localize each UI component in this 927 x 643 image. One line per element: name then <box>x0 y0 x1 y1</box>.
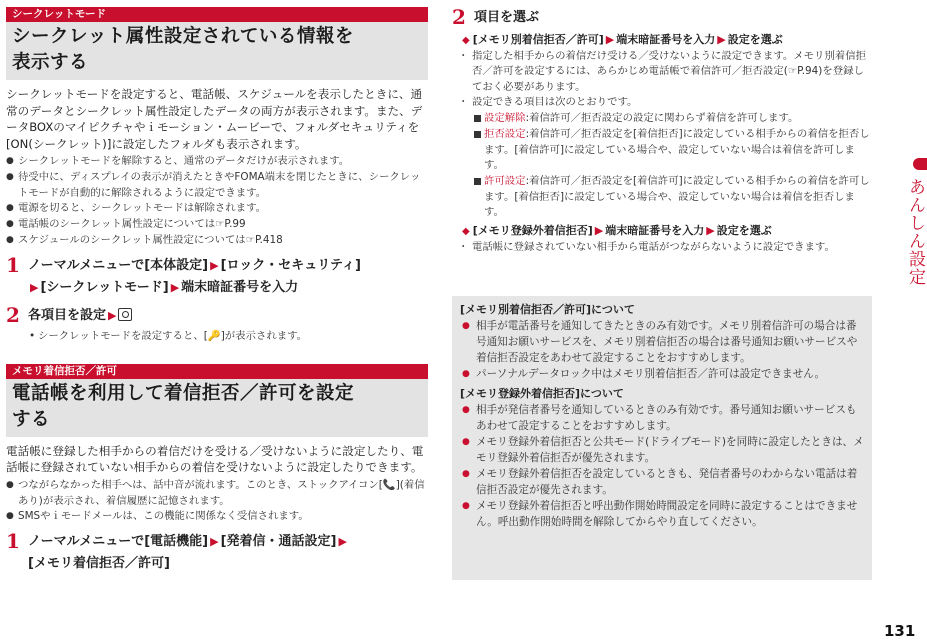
setting-desc: :着信許可／拒否設定を[着信許可]に設定している相手からの着信を許可します。[着信拒否]に設定している場合や、設定していない場合は着信を拒否します。 <box>484 175 870 218</box>
title-line: 電話帳を利用して着信拒否／許可を設定 <box>12 382 355 404</box>
step-label: 各項目を設定 <box>28 307 107 323</box>
menu-path: [メモリ別着信拒否／許可] <box>472 33 604 46</box>
bullet-item: ● スケジュールのシークレット属性設定については☞P.418 <box>6 233 428 249</box>
note-item: ・ 設定できる項目は次のとおりです。 <box>452 95 872 110</box>
diamond-icon: ◆ <box>462 35 470 46</box>
arrow-right-icon: ▶ <box>338 535 347 549</box>
side-tab-label: あんしん設定 <box>905 178 925 286</box>
menu-path: 設定を選ぶ <box>716 224 772 238</box>
menu-path: [メモリ着信拒否／許可] <box>28 556 170 572</box>
note-item: ・ 電話帳に登録されていない相手から電話がつながらないように設定できます。 <box>452 240 872 255</box>
menu-path: 設定を選ぶ <box>727 33 783 46</box>
bullet-list <box>6 478 428 525</box>
setting-item <box>452 111 872 126</box>
setting-desc: :着信許可／拒否設定の設定に関わらず着信を許可します。 <box>525 112 799 125</box>
bullet-item: ● SMSやｉモードメールは、この機能に関係なく受信されます。 <box>6 509 428 525</box>
setting-name: 設定解除 <box>484 112 526 125</box>
step-text <box>28 531 428 575</box>
bullet-item: ● 電話帳のシークレット属性設定については☞P.99 <box>6 217 428 233</box>
option-path <box>452 222 872 240</box>
intro-text: シークレットモードを設定すると、電話帳、スケジュールを表示したときに、通常のデータとシークレット属性設定したデータの両方が表示されます。また、データBOXのマイピクチャやｉモーション・ムービーで、フォルダセキュリティを[ON(シークレット)]に設定したフォルダも表示されます。 <box>6 87 423 151</box>
arrow-right-icon: ▶ <box>108 308 117 322</box>
bullet-item: ● シークレットモードを解除すると、通常のデータだけが表示されます。 <box>6 154 428 170</box>
arrow-right-icon: ▶ <box>30 280 39 294</box>
arrow-right-icon: ▶ <box>605 33 615 46</box>
arrow-right-icon: ▶ <box>706 224 715 238</box>
arrow-right-icon: ▶ <box>170 280 180 294</box>
menu-path: [シークレットモード] <box>40 279 169 295</box>
step-title: 項目を選ぶ <box>474 10 540 25</box>
diamond-icon: ◆ <box>462 226 470 238</box>
step-number: 1 <box>6 252 20 277</box>
memo-box <box>452 296 872 580</box>
arrow-right-icon: ▶ <box>717 33 726 46</box>
step-text <box>28 305 428 327</box>
memo-heading: [メモリ登録外着信拒否]について <box>460 387 624 400</box>
section-2 <box>6 364 428 575</box>
tab-marker <box>913 158 927 170</box>
memo-item: ● 相手が電話番号を通知してきたときのみ有効です。メモリ別着信許可の場合は番号通知お願いサービスを、メモリ別着信拒否の場合は番号通知お願いサービスや着信拒否設定をあわせて設定することをおすすめします。 <box>460 318 864 366</box>
menu-path: [メモリ登録外着信拒否] <box>472 224 593 238</box>
bullet-item: ● 電源を切ると、シークレットモードは解除されます。 <box>6 201 428 217</box>
step-number: 2 <box>452 5 466 29</box>
title-line: 表示する <box>12 52 89 73</box>
menu-path: ノーマルメニューで[本体設定] <box>28 257 209 273</box>
bullet-item: ● つながらなかった相手へは、話中音が流れます。このとき、ストックアイコン[📞](着信あり)が表示され、着信履歴に記憶されます。 <box>6 478 428 510</box>
title-line: する <box>12 408 51 430</box>
arrow-right-icon: ▶ <box>210 258 219 272</box>
memo-item: ● メモリ登録外着信拒否と公共モード(ドライブモード)を同時に設定したときは、メモリ登録外着信拒否が優先されます。 <box>460 434 864 466</box>
step-text <box>28 255 428 299</box>
setting-desc: :着信許可／拒否設定を[着信拒否]に設定している相手からの着信を拒否します。[着信許可]に設定している場合や、設定していない場合は着信を許可します。 <box>484 128 870 172</box>
arrow-right-icon: ▶ <box>594 224 604 238</box>
side-index-tab <box>901 158 927 286</box>
memo-item: ● メモリ登録外着信拒否と呼出動作開始時間設定を同時に設定することはできません。呼出動作開始時間を解除してからやり直してください。 <box>460 498 864 530</box>
setting-name: 許可設定 <box>484 175 526 188</box>
menu-path: 端末暗証番号を入力 <box>616 33 716 46</box>
setting-item <box>452 127 872 173</box>
menu-path: 端末暗証番号を入力 <box>181 279 299 295</box>
option-path <box>452 31 872 49</box>
camera-key-icon <box>118 308 132 321</box>
section-title <box>6 379 428 437</box>
step-1 <box>6 531 428 575</box>
step-2 <box>6 302 428 344</box>
page-number: 131 <box>884 622 916 640</box>
bullet-item: ● 待受中に、ディスプレイの表示が消えたときやFOMA端末を閉じたときに、シークレットモードが自動的に解除されるように設定できます。 <box>6 170 428 202</box>
section-title <box>6 22 428 80</box>
right-column <box>452 7 872 256</box>
intro-text: 電話帳に登録した相手からの着信だけを受ける／受けないように設定したり、電話帳に登録されていない相手からの着信を受けないように設定したりできます。 <box>6 443 424 475</box>
arrow-right-icon: ▶ <box>210 535 219 549</box>
memo-heading: [メモリ別着信拒否／許可]について <box>460 303 635 316</box>
note-item: ・ 指定した相手からの着信だけ受ける／受けないように設定できます。メモリ別着信拒否／許可を設定するには、あらかじめ電話帳で着信許可／拒否設定(☞P.94)を登録しておく必要があります。 <box>452 49 872 95</box>
title-line: シークレット属性設定されている情報を <box>12 26 354 47</box>
setting-item <box>452 174 872 220</box>
menu-path: [ロック・セキュリティ] <box>220 257 361 273</box>
step-number: 2 <box>6 302 20 327</box>
memo-item: ● 相手が発信者番号を通知しているときのみ有効です。番号通知お願いサービスもあわせて設定することをおすすめします。 <box>460 402 864 434</box>
step-note: • シークレットモードを設定すると、[🔑]が表示されます。 <box>28 329 428 344</box>
section-label: メモリ着信拒否／許可 <box>6 364 428 379</box>
menu-path: 端末暗証番号を入力 <box>605 224 705 238</box>
step-1 <box>6 252 428 299</box>
step-number: 1 <box>6 529 20 554</box>
setting-name: 拒否設定 <box>484 128 526 141</box>
memo-item: ● パーソナルデータロック中はメモリ別着信拒否／許可は設定できません。 <box>460 366 864 382</box>
menu-path: [発着信・通話設定] <box>220 534 337 550</box>
memo-item: ● メモリ登録外着信拒否を設定しているときも、発信者番号のわからない電話は着信拒否設定が優先されます。 <box>460 466 864 498</box>
section-label: シークレットモード <box>6 7 428 22</box>
menu-path: ノーマルメニューで[電話機能] <box>28 534 209 550</box>
step-2 <box>452 7 872 29</box>
left-column <box>6 7 428 575</box>
bullet-list <box>6 154 428 249</box>
